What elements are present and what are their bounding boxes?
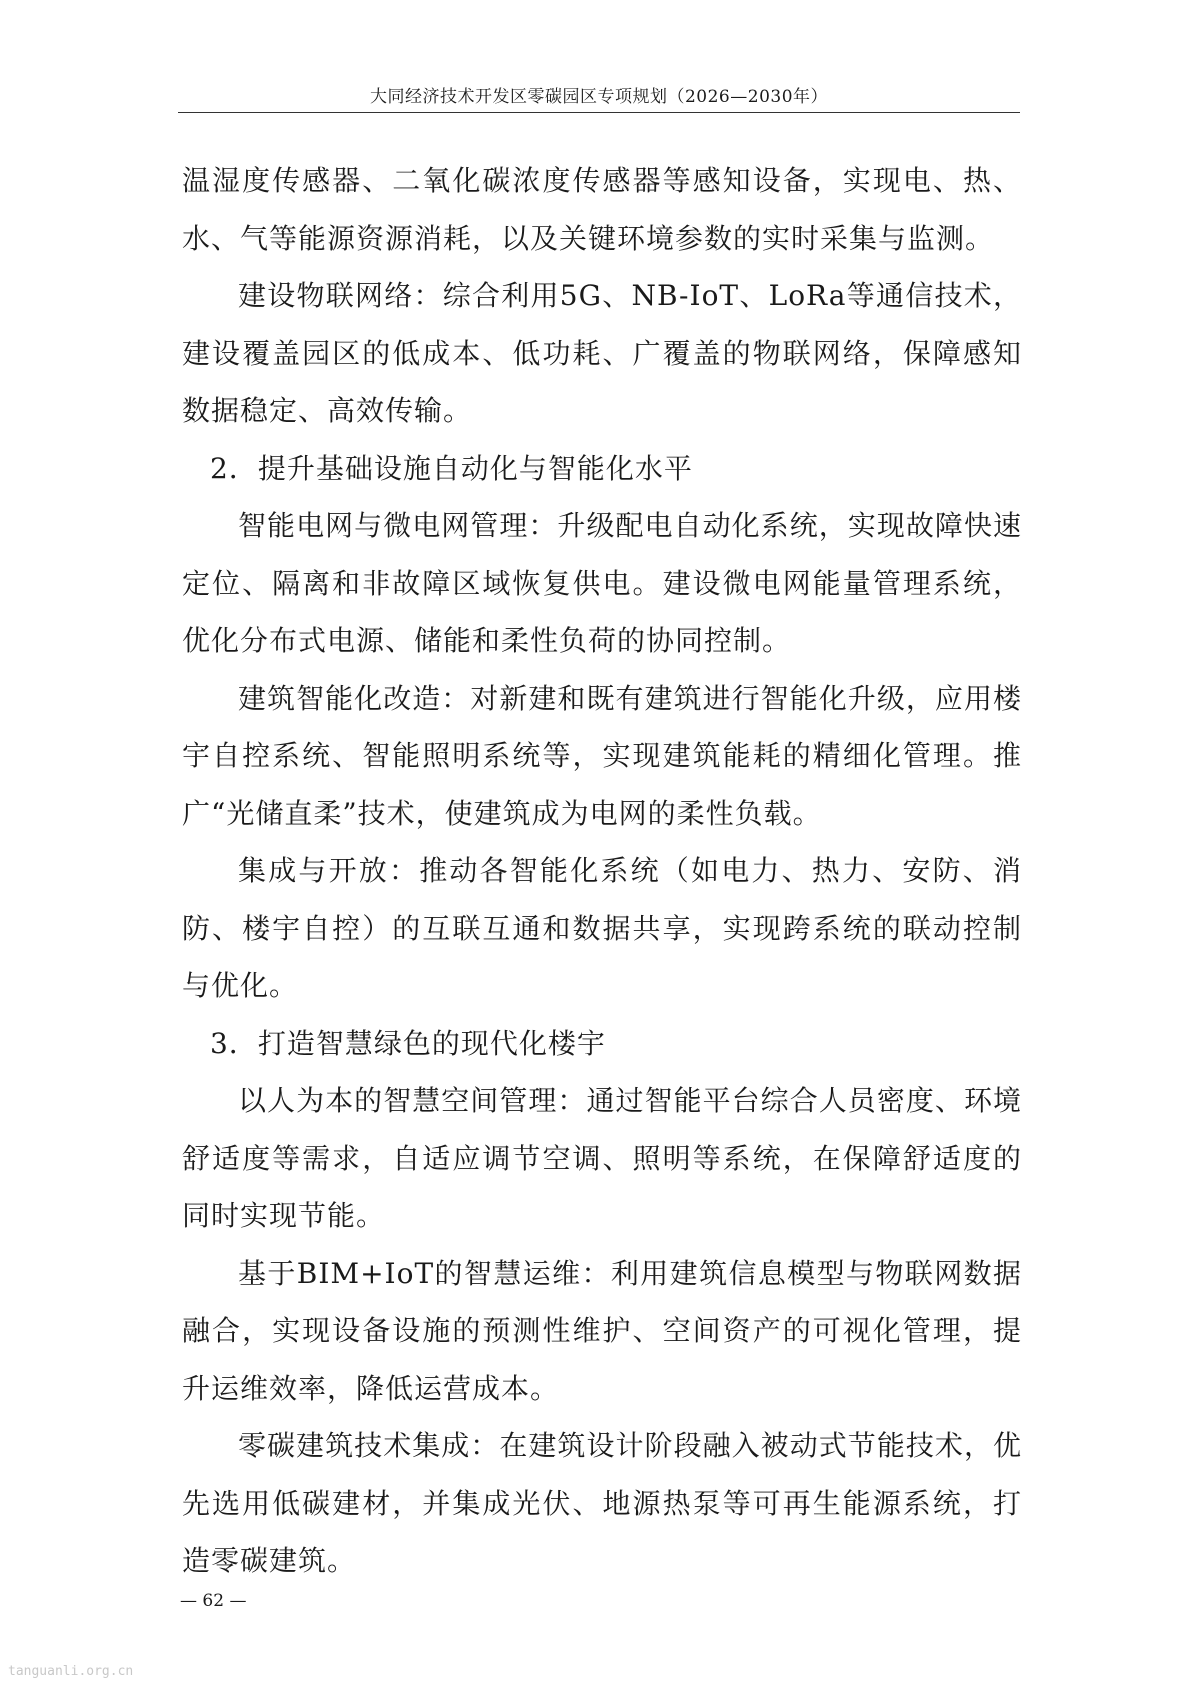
paragraph-iot-network: 建设物联网络：综合利用5G、NB-IoT、LoRa等通信技术，建设覆盖园区的低成本、低功耗、广覆盖的物联网络，保障感知数据稳定、高效传输。 xyxy=(182,279,1022,427)
paragraph-bim-iot: 基于BIM+IoT的智慧运维：利用建筑信息模型与物联网数据融合，实现设备设施的预测性维护、空间资产的可视化管理，提升运维效率，降低运营成本。 xyxy=(182,1256,1022,1405)
running-header: 大同经济技术开发区零碳园区专项规划（2026—2030年） xyxy=(369,87,829,107)
paragraph-integration: 集成与开放：推动各智能化系统（如电力、热力、安防、消防、楼宇自控）的互联互通和数据共享，实现跨系统的联动控制与优化。 xyxy=(182,854,1022,1002)
body-text xyxy=(182,152,1022,1590)
paragraph-smart-grid: 智能电网与微电网管理：升级配电自动化系统，实现故障快速定位、隔离和非故障区域恢复供电。建设微电网能量管理系统，优化分布式电源、储能和柔性负荷的协同控制。 xyxy=(182,509,1022,657)
paragraph-smart-space: 以人为本的智慧空间管理：通过智能平台综合人员密度、环境舒适度等需求，自适应调节空调、照明等系统，在保障舒适度的同时实现节能。 xyxy=(182,1084,1022,1232)
paragraph-building-retrofit: 建筑智能化改造：对新建和既有建筑进行智能化升级，应用楼宇自控系统、智能照明系统等，实现建筑能耗的精细化管理。推广“光储直柔”技术，使建筑成为电网的柔性负载。 xyxy=(182,681,1022,830)
section-heading-3: 3．打造智慧绿色的现代化楼宇 xyxy=(210,1026,606,1060)
paragraph-continuation: 温湿度传感器、二氧化碳浓度传感器等感知设备，实现电、热、水、气等能源资源消耗，以及关键环境参数的实时采集与监测。 xyxy=(182,164,1022,255)
section-heading-2: 2．提升基础设施自动化与智能化水平 xyxy=(210,451,693,485)
header-divider xyxy=(178,112,1020,113)
watermark: tanguanli.org.cn xyxy=(8,1664,134,1679)
page-number: — 62 — xyxy=(180,1591,247,1611)
paragraph-zero-carbon-building: 零碳建筑技术集成：在建筑设计阶段融入被动式节能技术，优先选用低碳建材，并集成光伏、地源热泵等可再生能源系统，打造零碳建筑。 xyxy=(182,1429,1022,1577)
